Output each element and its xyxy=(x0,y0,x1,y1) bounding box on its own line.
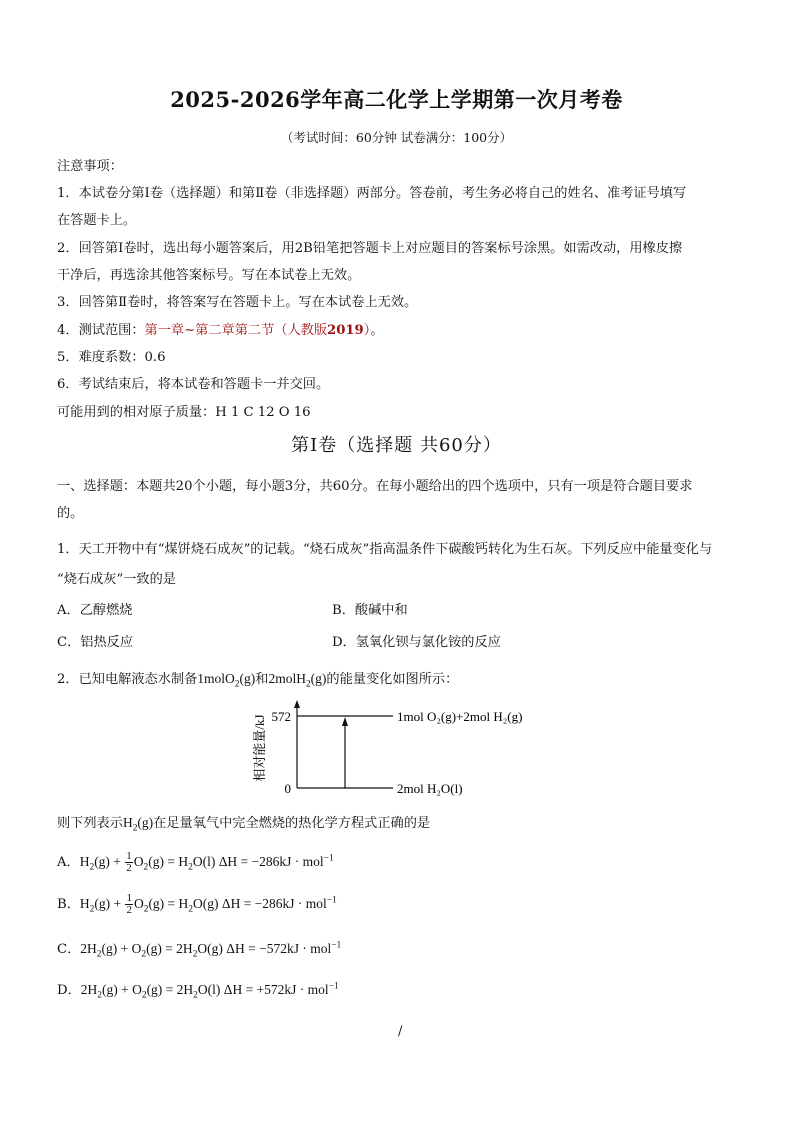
q2-option-a-dh: ΔH = −286kJ · mol xyxy=(218,854,324,869)
q1-option-c: C．铝热反应 xyxy=(57,635,134,650)
q1-option-b: B．酸碱中和 xyxy=(332,603,408,618)
q2-stem xyxy=(57,668,458,690)
q2-follow-up xyxy=(57,812,430,834)
test-range-year: 2019 xyxy=(327,323,364,338)
q2-option-a-equation: $H_2(g)$ + $\frac{1}{2}$ $O_2(g) = H_2O(l)$ xyxy=(79,850,219,875)
diagram-energy-arrow-head xyxy=(342,717,348,726)
notice-item-2b: 干净后，再选涂其他答案标号。写在本试卷上无效。 xyxy=(57,268,361,283)
exam-info: （考试时间：60分钟 试卷满分：100分） xyxy=(280,130,513,145)
q2-follow-pre: 则下列表示 xyxy=(57,816,123,831)
q2-formula-h2g: $H_2(g)$ xyxy=(122,815,154,834)
notice-heading: 注意事项： xyxy=(57,159,123,174)
notice-item-2a: 2．回答第Ⅰ卷时，选出每小题答案后，用2B铅笔把答题卡上对应题目的答案标号涂黑。如需改动，用橡皮擦 xyxy=(57,241,683,256)
q2-stem-mid: 和 xyxy=(255,672,269,687)
page-number: / xyxy=(398,1024,403,1039)
q2-option-d xyxy=(57,979,339,1001)
q1-option-d: D．氢氧化钡与氯化铵的反应 xyxy=(332,635,501,650)
diagram-upper-label: 1mol O₂(g)+2mol H₂(g) xyxy=(397,709,523,724)
test-range: 第一章~第二章第二节（人教版 xyxy=(144,323,328,338)
q2-option-c-exp: −1 xyxy=(331,940,342,951)
notice-item-3: 3．回答第Ⅱ卷时，将答案写在答题卡上。写在本试卷上无效。 xyxy=(57,295,418,310)
diagram-lower-label: 2mol H₂O(l) xyxy=(397,781,463,796)
section-instructions-b: 的。 xyxy=(57,506,84,521)
q2-option-d-equation: $2H_2(g) + O_2(g) = 2H_2O(l)$ xyxy=(80,982,224,1001)
fraction-half: $\frac{1}{2}$ xyxy=(126,850,132,875)
diagram-value-0: 0 xyxy=(284,781,291,796)
q2-option-d-dh: ΔH = +572kJ · mol xyxy=(223,982,329,997)
q2-option-d-label: D． xyxy=(57,983,81,998)
section-title: 第Ⅰ卷（选择题 共60分） xyxy=(291,435,502,456)
q2-option-c xyxy=(57,938,341,960)
page-title: 2025-2026学年高二化学上学期第一次月考卷 xyxy=(170,87,623,112)
section-instructions-a: 一、选择题：本题共20个小题，每小题3分，共60分。在每小题给出的四个选项中，只有一项是符合题目要求 xyxy=(57,479,693,494)
q2-option-c-equation: $2H_2(g) + O_2(g) = 2H_2O(g)$ xyxy=(80,941,227,960)
notice-item-1a: 1．本试卷分第Ⅰ卷（选择题）和第Ⅱ卷（非选择题）两部分。答卷前，考生务必将自己的姓名、准考证号填写 xyxy=(57,186,687,201)
q2-option-b-exp: −1 xyxy=(326,895,337,906)
q2-option-a-label: A． xyxy=(57,855,80,870)
q2-option-b xyxy=(57,893,337,916)
q2-option-c-dh: ΔH = −572kJ · mol xyxy=(226,941,332,956)
q2-option-d-exp: −1 xyxy=(328,981,339,992)
notice-item-6: 6．考试结束后，将本试卷和答题卡一并交回。 xyxy=(57,377,330,392)
test-range-close: ） xyxy=(363,323,371,338)
q2-formula-h2: 2molH$_2$(g) xyxy=(268,671,327,690)
notice-item-4-prefix: 4．测试范围： xyxy=(57,323,145,338)
q2-formula-o2: 1molO$_2$(g) xyxy=(197,671,256,690)
q1-stem-a: 1．天工开物中有“煤饼烧石成灰”的记载。“烧石成灰”指高温条件下碳酸钙转化为生石灰。下列反应中能量变化与 xyxy=(57,542,713,557)
q2-option-c-label: C． xyxy=(57,942,81,957)
notice-item-4-end: 。 xyxy=(370,323,384,338)
q2-option-b-dh: ΔH = −286kJ · mol xyxy=(221,896,327,911)
q1-stem-b: “烧石成灰”一致的是 xyxy=(57,572,176,587)
diagram-y-label: 相对能量/kJ xyxy=(252,714,267,782)
notice-item-1b: 在答题卡上。 xyxy=(57,213,137,228)
diagram-y-axis-arrow xyxy=(294,700,300,708)
q2-option-b-equation: $H_2(g)$ + $\frac{1}{2}$ $O_2(g) = H_2O(g)$ xyxy=(79,892,222,917)
energy-level-diagram xyxy=(250,698,550,802)
atomic-masses: 可能用到的相对原子质量：H 1 C 12 O 16 xyxy=(57,405,311,420)
diagram-value-572: 572 xyxy=(271,709,291,724)
q2-stem-pre: 2．已知电解液态水制备 xyxy=(57,672,198,687)
q2-option-a-exp: −1 xyxy=(323,853,334,864)
notice-item-4 xyxy=(57,319,384,338)
q2-option-a xyxy=(57,851,334,874)
notice-item-5: 5．难度系数：0.6 xyxy=(57,350,166,365)
q2-stem-post: 的能量变化如图所示： xyxy=(326,672,459,687)
q2-option-b-label: B． xyxy=(57,897,80,912)
fraction-half: $\frac{1}{2}$ xyxy=(126,892,132,917)
q2-follow-post: 在足量氧气中完全燃烧的热化学方程式正确的是 xyxy=(153,816,431,831)
q1-option-a: A．乙醇燃烧 xyxy=(57,603,133,618)
